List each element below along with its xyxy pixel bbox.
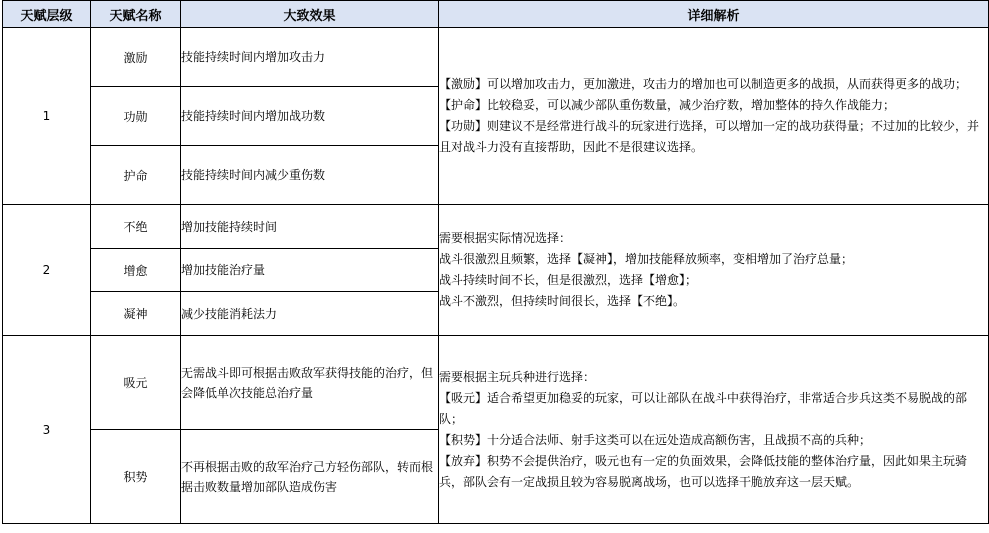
header-row: [3, 1, 989, 28]
talent-effect: 不再根据击败的敌军治疗己方轻伤部队，转而根据击败数量增加部队造成伤害: [181, 430, 439, 524]
header-effect: 大致效果: [181, 1, 439, 28]
tier-detail: [439, 28, 989, 205]
table-row: [3, 205, 989, 249]
talent-name: 积势: [91, 430, 181, 524]
talent-name: 增愈: [91, 249, 181, 292]
tier-level: 2: [3, 205, 91, 336]
table-row: [3, 336, 989, 430]
detail-line: 战斗不激烈，但持续时间很长，选择【不绝】。: [439, 294, 686, 308]
header-detail: 详细解析: [439, 1, 989, 28]
talent-effect: 无需战斗即可根据击败敌军获得技能的治疗，但会降低单次技能总治疗量: [181, 336, 439, 430]
detail-line: 需要根据实际情况选择：: [439, 231, 572, 245]
talent-name: 激励: [91, 28, 181, 87]
detail-line: 战斗很激烈且频繁，选择【凝神】，增加技能释放频率，变相增加了治疗总量；: [439, 252, 854, 266]
tier-level: 1: [3, 28, 91, 205]
table-row: [3, 28, 989, 87]
talent-effect: 技能持续时间内减少重伤数: [181, 146, 439, 205]
talent-name: 功勋: [91, 87, 181, 146]
detail-line: 【放弃】积势不会提供治疗，吸元也有一定的负面效果，会降低技能的整体治疗量，因此如果主玩骑兵，部队会有一定战损且较为容易脱离战场，也可以选择干脆放弃这一层天赋。: [439, 453, 968, 489]
detail-line: 【激励】可以增加攻击力，更加激进，攻击力的增加也可以制造更多的战损，从而获得更多的战功；: [439, 77, 968, 91]
talent-effect: 技能持续时间内增加战功数: [181, 87, 439, 146]
talent-name: 吸元: [91, 336, 181, 430]
talent-effect: 增加技能持续时间: [181, 205, 439, 249]
talent-effect: 技能持续时间内增加攻击力: [181, 28, 439, 87]
detail-line: 【吸元】适合希望更加稳妥的玩家，可以让部队在战斗中获得治疗，非常适合步兵这类不易脱战的部队；: [439, 390, 968, 426]
detail-line: 战斗持续时间不长，但是很激烈，选择【增愈】；: [439, 273, 698, 287]
detail-line: 【护命】比较稳妥，可以减少部队重伤数量，减少治疗数，增加整体的持久作战能力；: [439, 98, 896, 112]
talent-name: 凝神: [91, 292, 181, 336]
detail-line: 需要根据主玩兵种进行选择：: [439, 369, 596, 384]
talent-name: 护命: [91, 146, 181, 205]
talent-table: [2, 0, 989, 524]
tier-detail: [439, 205, 989, 336]
tier-level: 3: [3, 336, 91, 524]
talent-effect: 增加技能治疗量: [181, 249, 439, 292]
header-level: 天赋层级: [3, 1, 91, 28]
detail-line: 【功勋】则建议不是经常进行战斗的玩家进行选择，可以增加一定的战功获得量；不过加的比较少，并且对战斗力没有直接帮助，因此不是很建议选择。: [439, 119, 980, 154]
tier-detail: [439, 336, 989, 524]
talent-effect: 减少技能消耗法力: [181, 292, 439, 336]
detail-line: 【积势】十分适合法师、射手这类可以在远处造成高额伤害，且战损不高的兵种；: [439, 432, 872, 447]
header-name: 天赋名称: [91, 1, 181, 28]
talent-name: 不绝: [91, 205, 181, 249]
